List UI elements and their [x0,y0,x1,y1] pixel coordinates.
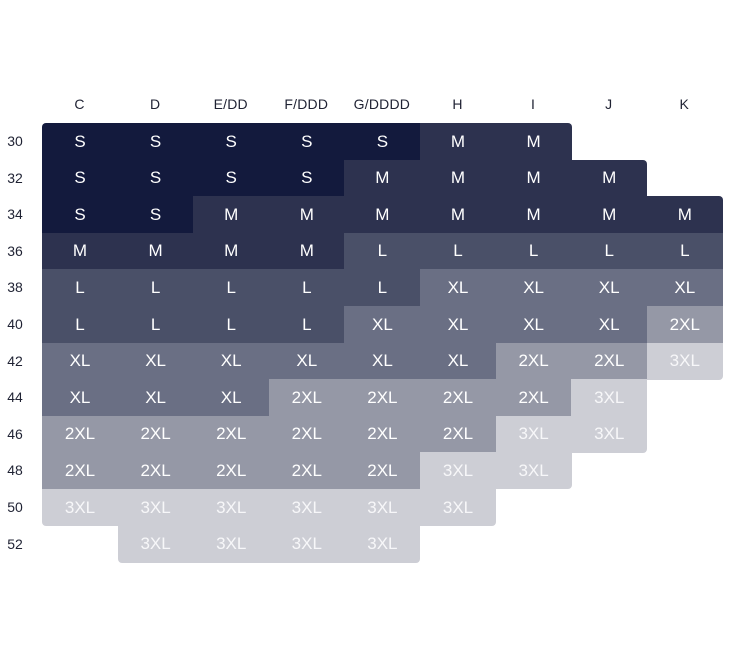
size-cell: M [571,160,647,197]
size-cell: XL [193,379,269,416]
size-cell: L [344,233,420,270]
size-cell: L [42,306,118,343]
size-cell: XL [269,343,345,380]
size-cell: 3XL [118,489,194,526]
row-header: 48 [7,462,23,479]
size-cell: S [118,196,194,233]
size-cell: M [496,160,572,197]
size-cell: XL [420,343,496,380]
column-header: D [149,96,161,112]
size-cell: L [571,233,647,270]
size-cell: 3XL [496,416,572,453]
size-cell: XL [571,269,647,306]
size-cell: XL [42,379,118,416]
column-header: F/DDD [284,96,329,112]
size-cell: S [269,160,345,197]
size-cell: 2XL [118,452,194,489]
size-cell: S [344,123,420,160]
size-cell: XL [193,343,269,380]
size-cell: M [571,196,647,233]
size-cell: 3XL [193,526,269,563]
size-cell: L [118,269,194,306]
size-cell: 3XL [344,489,420,526]
size-cell: M [269,233,345,270]
size-cell: L [193,269,269,306]
size-cell: XL [344,343,420,380]
size-cell: 3XL [420,489,496,526]
size-cell: L [269,269,345,306]
column-header: G/DDDD [353,96,411,112]
size-cell: L [269,306,345,343]
size-cell: 3XL [42,489,118,526]
size-cell: M [193,233,269,270]
row-header: 30 [7,133,23,149]
size-cell: XL [647,269,723,306]
size-cell: M [118,233,194,270]
row-header: 36 [7,242,23,259]
size-cell: S [42,123,118,160]
size-cell: 2XL [420,379,496,416]
size-cell: 2XL [269,379,345,416]
row-header: 44 [7,389,23,406]
size-cell: XL [42,343,118,380]
size-cell: 3XL [344,526,420,563]
size-cell: 2XL [496,343,572,380]
size-cell: XL [496,269,572,306]
size-cell: S [269,123,345,160]
size-cell: L [344,269,420,306]
size-cell: S [118,123,194,160]
column-header: J [605,96,613,112]
size-cell: 2XL [344,452,420,489]
size-cell: 3XL [118,526,194,563]
size-cell: L [496,233,572,270]
row-header: 32 [7,169,23,186]
size-cell: 2XL [42,452,118,489]
size-cell: M [420,160,496,197]
size-cell: L [193,306,269,343]
size-cell: 2XL [42,416,118,453]
size-cell: 3XL [496,452,572,489]
size-cell: M [193,196,269,233]
size-cell: XL [571,306,647,343]
size-cell: M [269,196,345,233]
size-cell: 2XL [269,452,345,489]
size-cell: XL [420,269,496,306]
size-cell: 2XL [193,452,269,489]
column-header: C [74,96,85,112]
row-header: 52 [7,535,23,552]
size-cell: 2XL [496,379,572,416]
size-cell: XL [496,306,572,343]
size-cell: 2XL [420,416,496,453]
size-cell: XL [118,379,194,416]
size-cell: XL [344,306,420,343]
size-cell: L [647,233,723,270]
column-header: I [531,96,536,112]
row-header: 34 [7,206,23,223]
size-cell: S [193,123,269,160]
size-cell: M [420,196,496,233]
column-header: E/DD [213,96,248,112]
size-cell: 3XL [571,416,647,453]
column-header: K [679,96,690,112]
row-header: 50 [7,499,23,515]
size-cell: M [496,123,572,160]
size-cell: M [647,196,723,233]
size-cell: 3XL [647,343,723,380]
size-cell: 3XL [269,489,345,526]
row-header: 38 [7,279,23,296]
size-cell: 2XL [118,416,194,453]
size-cell: S [42,196,118,233]
size-cell: 2XL [647,306,723,343]
size-cell: M [496,196,572,233]
size-cell: M [344,160,420,197]
size-cell: S [193,160,269,197]
size-cell: M [42,233,118,270]
size-cell: 2XL [344,379,420,416]
row-header: 46 [7,425,23,442]
size-cell: M [420,123,496,160]
size-cell: 2XL [193,416,269,453]
size-cell: L [118,306,194,343]
size-cell: 3XL [269,526,345,563]
column-header: H [452,96,463,112]
size-cell: M [344,196,420,233]
size-cell: 3XL [571,379,647,416]
size-cell: 2XL [571,343,647,380]
row-header: 40 [7,316,23,332]
size-cell: L [420,233,496,270]
row-header: 42 [7,352,23,369]
size-cell: L [42,269,118,306]
size-cell: 2XL [269,416,345,453]
size-cell: 3XL [420,452,496,489]
size-cell: XL [420,306,496,343]
size-cell: S [42,160,118,197]
size-cell: 2XL [344,416,420,453]
size-cell: XL [118,343,194,380]
size-cell: 3XL [193,489,269,526]
size-cell: S [118,160,194,197]
